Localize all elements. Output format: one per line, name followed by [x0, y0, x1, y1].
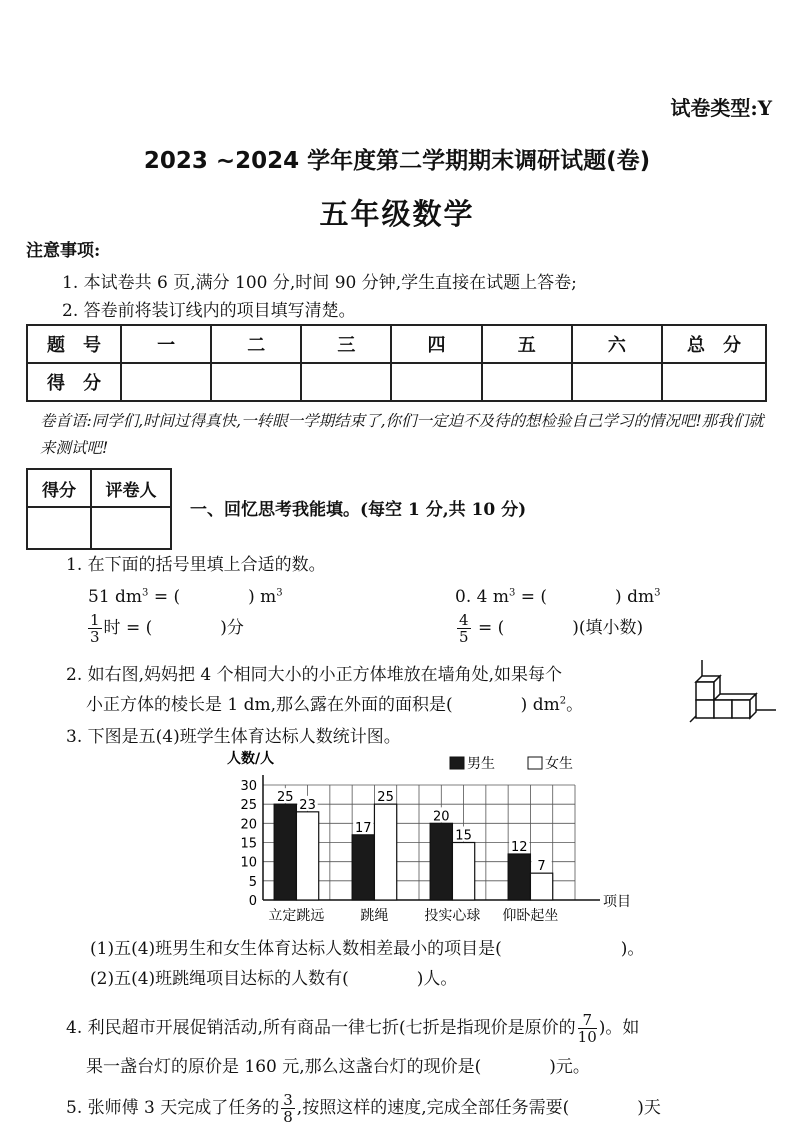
- bar: [430, 823, 452, 900]
- bar: [452, 843, 474, 901]
- q1-item-a: 51 $dm^3$ = ( ) $m^3$: [88, 587, 283, 607]
- exam-title: 2023 ~2024 学年度第二学期期末调研试题(卷): [143, 148, 651, 174]
- question-3-sub1: (1)五(4)班男生和女生体育达标人数相差最小的项目是( )。: [90, 939, 645, 959]
- legend-label: 女生: [545, 756, 573, 772]
- section-heading: 一、回忆思考我能填。(每空 1 分,共 10 分): [190, 500, 527, 520]
- question-2-line2: 小正方体的棱长是 1 dm,那么露在外面的面积是( ) $dm^2$。: [86, 695, 584, 715]
- data-label: 25: [277, 790, 294, 806]
- data-label: 17: [355, 820, 372, 836]
- grader-name-cell[interactable]: [91, 507, 171, 549]
- data-label: 23: [299, 797, 316, 813]
- score-col: 六: [572, 325, 662, 363]
- question-5: 5. 张师傅 3 天完成了任务的 $\frac{3}{8}$ ,按照这样的速度,完成全部任务需要( )天: [66, 1091, 661, 1126]
- data-label: 12: [511, 840, 528, 855]
- category-label: 跳绳: [360, 908, 389, 924]
- data-label: 20: [433, 809, 450, 825]
- note-item: 2. 答卷前将装订线内的项目填写清楚。: [62, 301, 356, 321]
- bar: [530, 873, 552, 900]
- grader-score-label: 得分: [27, 469, 91, 507]
- y-tick-label: 0: [248, 894, 257, 909]
- bar: [352, 835, 374, 900]
- y-tick-label: 30: [240, 779, 257, 794]
- legend-swatch: [450, 757, 464, 769]
- data-label: 15: [455, 828, 472, 844]
- score-cell[interactable]: [121, 363, 211, 401]
- score-cell[interactable]: [391, 363, 481, 401]
- grader-name-label: 评卷人: [91, 469, 171, 507]
- bar-chart: [225, 745, 645, 930]
- score-cell[interactable]: [662, 363, 766, 401]
- score-col: 一: [121, 325, 211, 363]
- score-cell[interactable]: [572, 363, 662, 401]
- question-4: 4. 利民超市开展促销活动,所有商品一律七折(七折是指现价是原价的 $\frac{7}{10}$ )。如: [66, 1011, 640, 1046]
- subject-title: 五年级数学: [319, 197, 475, 231]
- legend-label: 男生: [467, 756, 495, 772]
- data-label: 25: [377, 790, 394, 806]
- question-2: 2. 如右图,妈妈把 4 个相同大小的小正方体堆放在墙角处,如果每个: [66, 665, 563, 685]
- q1-item-c: $\frac{1}{3}$ 时 = ( )分: [90, 611, 244, 646]
- score-label: 题 号: [27, 325, 121, 363]
- score-table-score-row: [27, 363, 766, 401]
- paper-type: 试卷类型:Y: [670, 96, 772, 120]
- bar: [296, 812, 318, 900]
- category-label: 仰卧起坐: [502, 908, 559, 924]
- question-1: 1. 在下面的括号里填上合适的数。: [66, 555, 326, 575]
- preface: 卷首语:同学们,时间过得真快,一转眼一学期结束了,你们一定迫不及待的想检验自己学习的情况吧!那我们就来测试吧!: [40, 412, 764, 457]
- bar: [374, 804, 396, 900]
- grader-score-cell[interactable]: [27, 507, 91, 549]
- y-tick-label: 5: [248, 874, 257, 890]
- y-tick-label: 10: [240, 855, 257, 871]
- y-tick-label: 25: [240, 798, 257, 814]
- question-4-line2: 果一盏台灯的原价是 160 元,那么这盏台灯的现价是( )元。: [86, 1057, 590, 1077]
- score-col: 五: [482, 325, 572, 363]
- q1-item-b: 0. 4 $m^3$ = ( ) $dm^3$: [455, 587, 661, 607]
- score-col: 二: [211, 325, 301, 363]
- score-table-header-row: [27, 325, 766, 363]
- question-3-sub2: (2)五(4)班跳绳项目达标的人数有( )人。: [90, 969, 458, 989]
- note-item: 1. 本试卷共 6 页,满分 100 分,时间 90 分钟,学生直接在试题上答卷;: [62, 273, 577, 293]
- legend-swatch: [528, 757, 542, 769]
- y-axis-label: 人数/人: [227, 751, 275, 767]
- y-tick-label: 15: [240, 836, 257, 852]
- score-cell[interactable]: [211, 363, 301, 401]
- question-3: 3. 下图是五(4)班学生体育达标人数统计图。: [66, 727, 401, 747]
- score-col: 四: [391, 325, 481, 363]
- score-col-total: 总 分: [662, 325, 766, 363]
- grader-table: [26, 468, 172, 550]
- y-tick-label: 20: [240, 817, 257, 833]
- x-axis-label: 项目: [603, 894, 631, 910]
- stacked-cubes-figure: [688, 660, 776, 728]
- notes-heading: 注意事项:: [26, 241, 101, 261]
- data-label: 7: [537, 859, 546, 875]
- score-col: 三: [301, 325, 391, 363]
- score-row-label: 得 分: [27, 363, 121, 401]
- score-cell[interactable]: [301, 363, 391, 401]
- category-label: 投实心球: [424, 908, 481, 924]
- q1-item-d: $\frac{4}{5}$ = ( )(填小数): [459, 611, 644, 646]
- category-label: 立定跳远: [268, 908, 325, 924]
- bar: [274, 804, 296, 900]
- score-cell[interactable]: [482, 363, 572, 401]
- score-table: [26, 324, 767, 402]
- bar: [508, 854, 530, 900]
